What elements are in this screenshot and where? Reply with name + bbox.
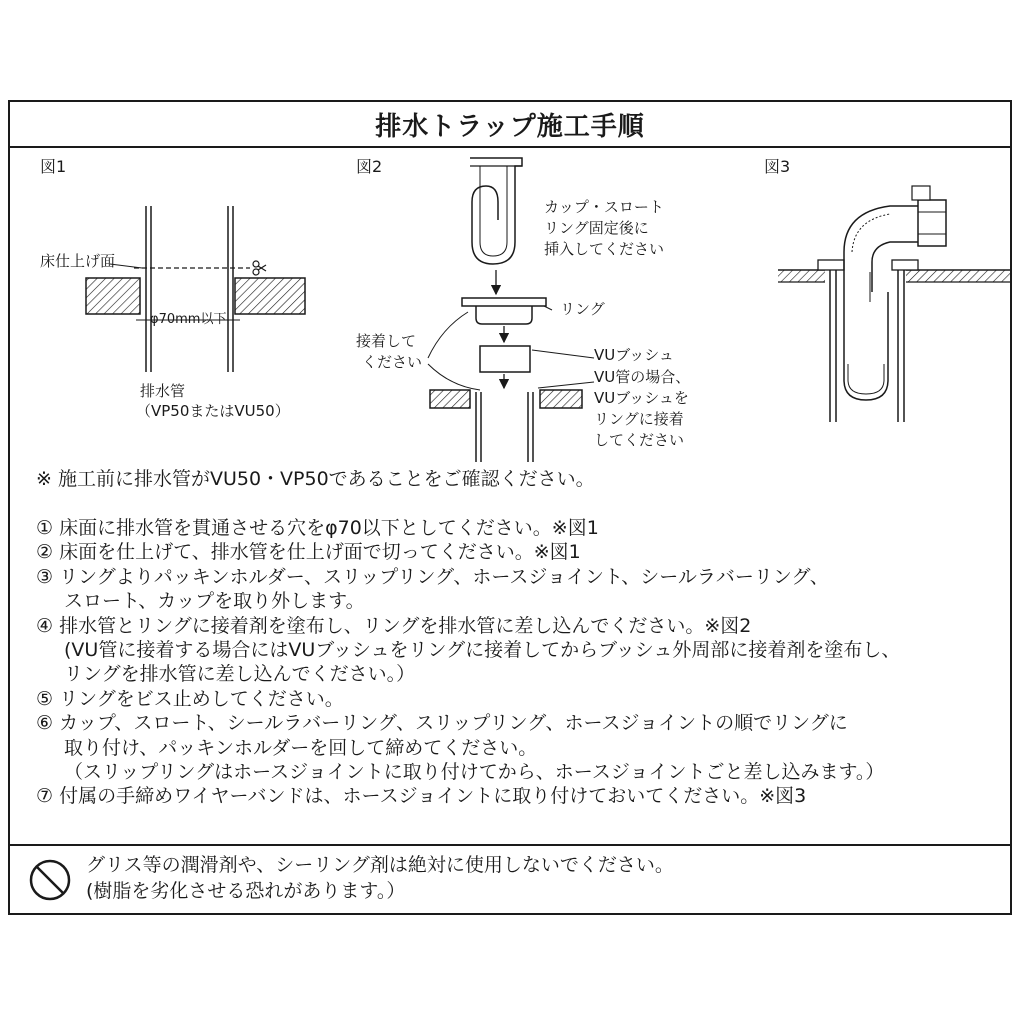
cup-note-3: 挿入してください bbox=[544, 240, 665, 258]
fig1-label: 図1 bbox=[40, 157, 67, 176]
wire-band bbox=[912, 186, 930, 200]
cup-note-1: カップ・スロート bbox=[544, 198, 664, 216]
vu-note-3: VUブッシュを bbox=[594, 389, 689, 407]
fig2-label: 図2 bbox=[356, 157, 383, 176]
hose-joint bbox=[918, 200, 946, 246]
ring-body bbox=[476, 306, 532, 324]
vu-bushing bbox=[480, 346, 530, 372]
warning-line-2: (樹脂を劣化させる恐れがあります。） bbox=[86, 880, 406, 902]
scissors-icon bbox=[253, 261, 266, 275]
warning-text bbox=[86, 852, 674, 904]
vu-note-1: VUブッシュ bbox=[594, 346, 674, 364]
vu-note-5: してください bbox=[594, 431, 685, 449]
vu-note-4: リングに接着 bbox=[594, 410, 684, 428]
step-list bbox=[36, 516, 900, 809]
step-2: ② 床面を仕上げて、排水管を仕上げ面で切ってください。※図1 bbox=[36, 541, 581, 564]
cup-outline bbox=[470, 158, 522, 264]
step-4-note-cont: リングを排水管に差し込んでください。） bbox=[64, 663, 416, 686]
ring-flange bbox=[462, 298, 546, 306]
instruction-frame bbox=[8, 100, 1012, 915]
prohibition-icon bbox=[28, 858, 72, 902]
pre-check-notice: ※ 施工前に排水管がVU50・VP50であることをご確認ください。 bbox=[36, 468, 595, 490]
step-6-cont: 取り付け、パッキンホルダーを回して締めてください。 bbox=[64, 736, 538, 759]
step-4: ④ 排水管とリングに接着剤を塗布し、リングを排水管に差し込んでください。※図2 bbox=[36, 614, 752, 637]
floor-slab-right bbox=[235, 278, 305, 314]
warning-line-1: グリス等の潤滑剤や、シーリング剤は絶対に使用しないでください。 bbox=[86, 854, 674, 876]
floor-finish-label: 床仕上げ面 bbox=[40, 252, 116, 270]
glue-note-1: 接着して bbox=[356, 332, 417, 350]
glue-note-2: ください bbox=[362, 353, 423, 371]
drain-pipe-label: 排水管 bbox=[140, 382, 186, 400]
step-3: ③ リングよりパッキンホルダー、スリップリング、ホースジョイント、シールラバーリング、 bbox=[36, 565, 829, 588]
ring-label: リング bbox=[560, 300, 605, 318]
fig3-label: 図3 bbox=[764, 157, 791, 176]
floor-slab-left bbox=[86, 278, 140, 314]
step-1: ① 床面に排水管を貫通させる穴をφ70以下としてください。※図1 bbox=[36, 517, 599, 539]
hole-dim-label: φ70mm以下 bbox=[150, 312, 227, 327]
step-3-cont: スロート、カップを取り外します。 bbox=[64, 590, 365, 613]
page-title: 排水トラップ施工手順 bbox=[375, 111, 645, 142]
drain-pipe-spec: （VP50またはVU50） bbox=[136, 402, 290, 420]
step-6-note: （スリップリングはホースジョイントに取り付けてから、ホースジョイントごと差し込みます。） bbox=[64, 761, 885, 784]
step-5: ⑤ リングをビス止めしてください。 bbox=[36, 687, 344, 710]
fig3-drawing bbox=[778, 186, 1010, 422]
step-7: ⑦ 付属の手締めワイヤーバンドは、ホースジョイントに取り付けておいてください。※図3 bbox=[36, 785, 807, 808]
vu-note-2: VU管の場合、 bbox=[594, 368, 691, 386]
step-6: ⑥ カップ、スロート、シールラバーリング、スリップリング、ホースジョイントの順でリングに bbox=[36, 712, 848, 735]
warning-row bbox=[10, 844, 1010, 915]
fig1-drawing bbox=[86, 206, 305, 372]
cup-note-2: リング固定後に bbox=[544, 219, 649, 237]
step-4-note: (VU管に接着する場合にはVUブッシュをリングに接着してからブッシュ外周部に接着剤を塗布し、 bbox=[64, 639, 901, 662]
trap-cup bbox=[844, 292, 888, 400]
